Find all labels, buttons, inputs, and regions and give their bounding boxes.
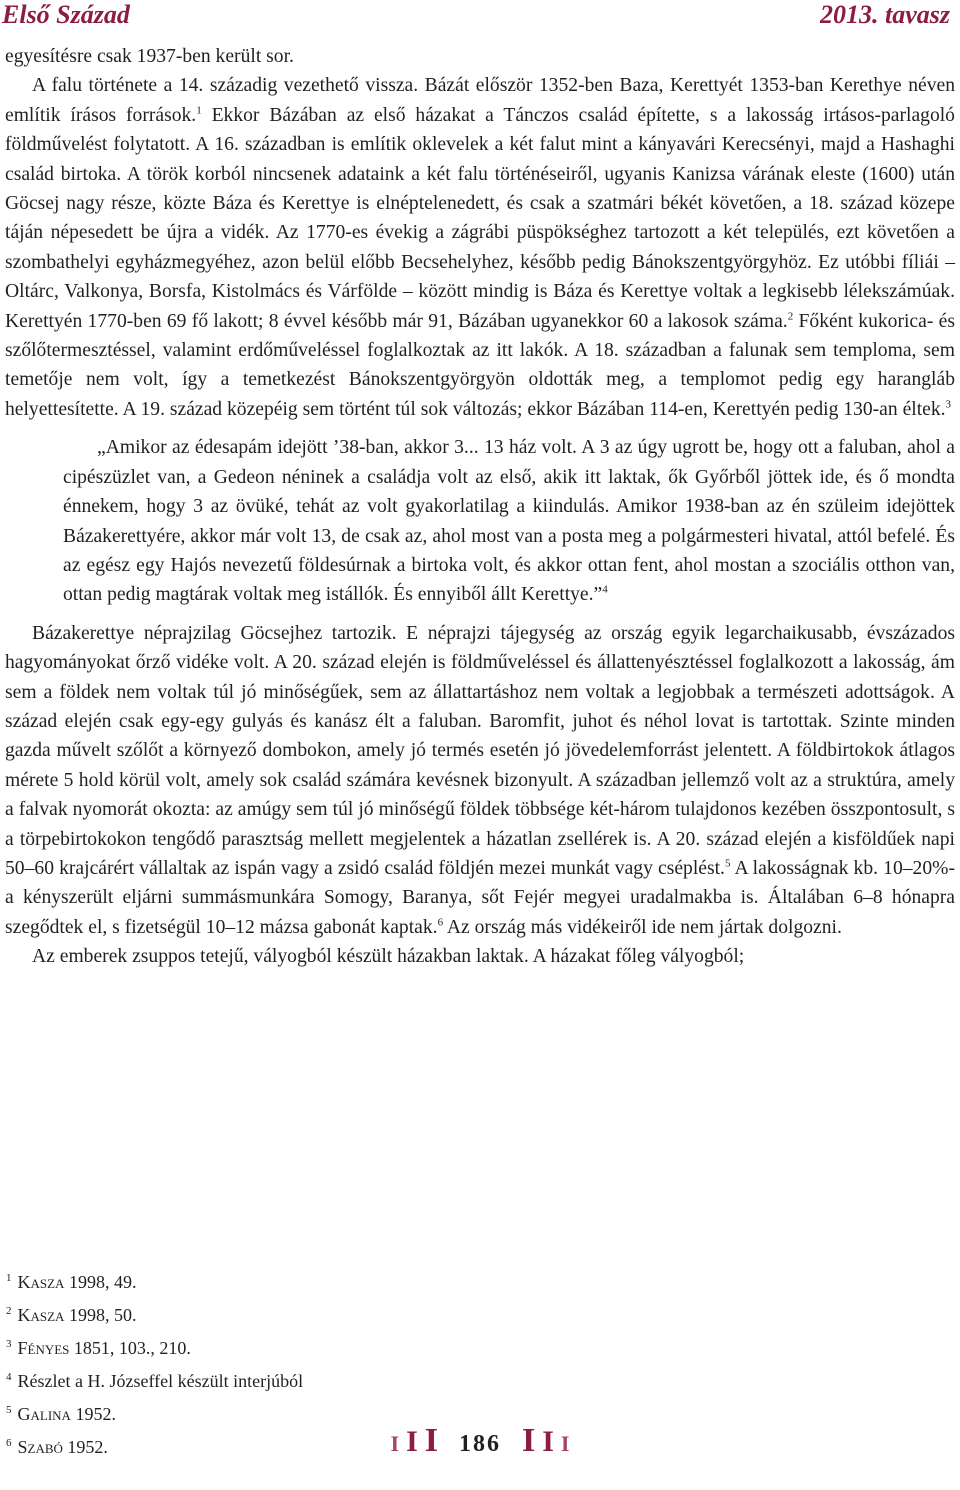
footnote-number: 5 bbox=[6, 1404, 12, 1416]
decorative-bar-icon: I bbox=[542, 1425, 554, 1458]
paragraph-text: Az ország más vidékeiről ide nem jártak dolgozni. bbox=[443, 916, 842, 938]
paragraph-text: Ekkor Bázában az első házakat a Tánczos család építette, s a lakosság irtásos-parlagoló földművelést folytatott. A 16. században is említik oklevelek a két falut mint a kányavári Kerecsényi, majd a Hashaghi család birtoka. A török korból nincsenek adataink a két falu történéseiről, ugyanis Kanizsa várának eleste (1600) után Göcsej nagy része, közte Báza és Kerettye is elnéptelenedett, és csak a szatmári békét követően, a 18. század közepe táján népesedett be újra a vidék. Az 1770-es évekig a zágrábi püspökséghez tartozott a két település, ezt követően a szombathelyi egyházmegyéhez, azon belül előbb Becsehelyhez, később pedig Bánokszentgyörgyhöz. Ez utóbbi fíliái – Oltárc, Valkonya, Borsfa, Kistolmács és Várfölde – között mindig is Báza és Kerettye voltak a legkisebb lélekszámúak. Kerettyén 1770-ben 69 fő lakott; 8 évvel később már 91, Bázában ugyanekkor 60 a lakosok száma. bbox=[5, 104, 955, 332]
decorative-bar-icon: I bbox=[522, 1422, 536, 1459]
footnote-number: 4 bbox=[6, 1371, 12, 1383]
footnote-text: 1952. bbox=[70, 1404, 116, 1424]
paragraph-continuation bbox=[5, 42, 955, 71]
paragraph-houses bbox=[5, 942, 955, 971]
footnote-ref-5[interactable]: 5 bbox=[724, 857, 731, 870]
footnote-text: 1851, 103., 210. bbox=[69, 1338, 191, 1358]
paragraph-history bbox=[5, 71, 955, 424]
footnote-ref-6[interactable]: 6 bbox=[437, 916, 444, 929]
footnote-text: 1998, 50. bbox=[64, 1305, 137, 1325]
footnote-author: Galina bbox=[17, 1404, 71, 1424]
issue-label: 2013. tavasz bbox=[820, 0, 950, 29]
footnote-ref-1[interactable]: 1 bbox=[196, 104, 202, 117]
footnote-number: 2 bbox=[6, 1305, 12, 1317]
decorative-bar-icon: I bbox=[390, 1431, 400, 1456]
interview-quote bbox=[63, 433, 955, 609]
footnote-item bbox=[6, 1332, 606, 1365]
running-header bbox=[0, 0, 952, 34]
paragraph-text: egyesítésre csak 1937-ben került sor. bbox=[5, 46, 294, 67]
paragraph-text: A falu története a 14. századig vezethető vissza. Bázát először 1352-ben Baza, Kerettyét 1353-ban Kerethye néven említik írásos források. bbox=[5, 75, 955, 126]
footnote-ref-4[interactable]: 4 bbox=[602, 583, 608, 596]
paragraph-text: Bázakerettye néprajzilag Göcsejhez tartozik. E néprajzi tájegység az ország egyik legarchaikusabb, évszázados hagyományokat őrző vidéke volt. A 20. század elején is földműveléssel és állattenyésztéssel foglalkozott a lakosság, ám sem a földek nem voltak túl jó minőségűek, sem az állattartáshoz nem voltak a legjobbak a természeti adottságok. A század elején csak egy-egy gulyás és kanász élt a faluban. Baromfit, juhot és néhol lovat is tartottak. Szinte minden gazda művelt szőlőt a környező dombokon, amely jó termés esetén jó jövedelemforrást jelentett. A földbirtokok átlagos mérete 5 hold körül volt, amely sok család számára kevésnek bizonyult. A században jellemző volt az a struktúra, amely a falvak nyomorát okozta: az amúgy sem túl jó minőségű földek többsége két-három tulajdonos kezében összpontosult, s a törpebirtokokon tengődő parasztság mellett megjelentek a házatlan zsellérek is. A 20. század elején a kisföldűek napi 50–60 krajcárért vállaltak az ispán vagy a zsidó család földjén mezei munkát vagy cséplést. bbox=[5, 622, 955, 879]
footnote-author: Kasza bbox=[17, 1305, 65, 1325]
footnote-author: Fényes bbox=[17, 1338, 70, 1358]
decorative-bar-icon: I bbox=[406, 1425, 418, 1458]
decorative-bar-icon: I bbox=[424, 1422, 438, 1459]
footnote-text: Részlet a H. Józseffel készült interjúból bbox=[17, 1371, 304, 1391]
footnote-number: 1 bbox=[6, 1272, 12, 1284]
footnote-ref-2[interactable]: 2 bbox=[787, 310, 794, 323]
page-footer bbox=[0, 1424, 960, 1461]
paragraph-text: A lakosságnak kb. 10–20%-a kényszerült eljárni summásmunkára Somogy, Baranya, sőt Fejér megyei uradalmakba is. Általában 6–8 hónapra szegődtek el, s fizetségül 10–12 mázsa gabonát kaptak. bbox=[5, 857, 955, 938]
footnote-author: Szabó bbox=[17, 1437, 63, 1457]
paragraph-ethnography bbox=[5, 619, 955, 942]
article-body bbox=[5, 42, 955, 972]
footnote-text: 1998, 49. bbox=[64, 1272, 137, 1292]
journal-title: Első Század bbox=[2, 0, 130, 29]
footnote-item bbox=[6, 1365, 606, 1398]
quote-text: „Amikor az édesapám idejött ’38-ban, akkor 3... 13 ház volt. A 3 az úgy ugrott be, hogy ott a faluban, ahol a cipészüzlet van, a Gedeon néninek a családja volt az első, akik itt laktak, ők Győrből jöttek ide, és ő mondta énnekem, hogy 3 az övüké, tehát az volt gyakorlatilag a kiindulás. Amikor 1938-ban az én szüleim idejöttek Bázakerettyére, akkor már volt 13, de csak az, ahol most van a posta meg a polgármesteri hivatal, attól befelé. És az egész egy Hajós nevezetű földesúrnak a birtoka volt, és akkor ottan fent, ahol mostan a szociális otthon van, ottan pedig magtárak voltak meg istállók. És ennyiből állt Kerettye.” bbox=[63, 437, 955, 606]
footnote-number: 3 bbox=[6, 1338, 12, 1350]
footnote-item bbox=[6, 1266, 606, 1299]
footnote-ref-3[interactable]: 3 bbox=[945, 398, 952, 411]
footnote-text: 1952. bbox=[62, 1437, 108, 1457]
footnote-author: Kasza bbox=[17, 1272, 65, 1292]
footnote-number: 6 bbox=[6, 1437, 12, 1449]
page-number: 186 bbox=[459, 1431, 501, 1457]
paragraph-text: Főként kukorica- és szőlőtermesztéssel, valamint erdőműveléssel foglalkoztak az itt lakók. A 18. században a falunak sem temploma, sem temetője nem volt, így a temetkezést Bánokszentgyörgyön oldották meg, a templomot pedig egy harangláb helyettesítette. A 19. század közepéig sem történt túl sok változás; ekkor Bázában 114-en, Kerettyén pedig 130-an éltek. bbox=[5, 310, 955, 420]
footnote-item bbox=[6, 1299, 606, 1332]
paragraph-text: Az emberek zsuppos tetejű, vályogból készült házakban laktak. A házakat főleg vályogból; bbox=[32, 946, 745, 968]
decorative-bar-icon: I bbox=[560, 1431, 570, 1456]
